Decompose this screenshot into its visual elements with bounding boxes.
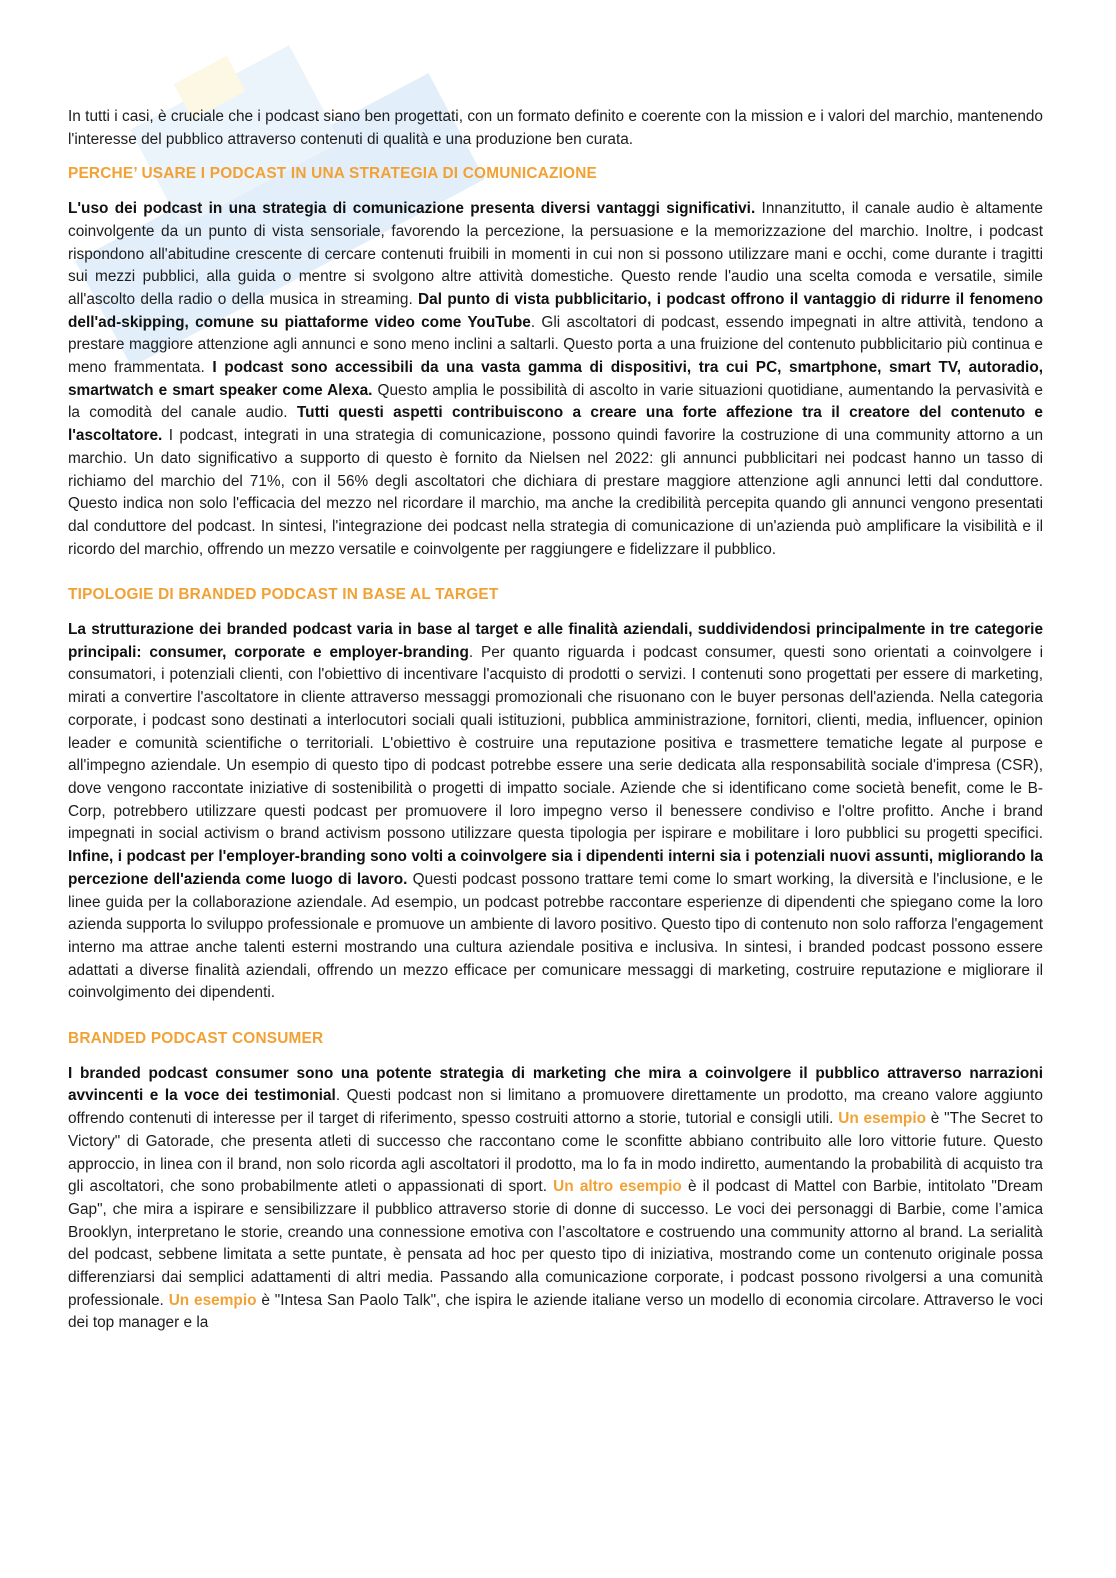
bold-text: L'uso dei podcast in una strategia di comunicazione presenta diversi vantaggi significativi.: [68, 200, 756, 218]
intro-paragraph: In tutti i casi, è cruciale che i podcast siano ben progettati, con un formato definito e coerente con la mission e i valori del marchio, mantenendo l'interesse del pubblico attraverso contenuti di qualità e una produzione ben curata.: [68, 108, 1043, 148]
highlight-text: Un esempio: [838, 1110, 926, 1128]
body-text: è il podcast di Mattel con Barbie, intitolato "Dream Gap", che mira a ispirare e sensibilizzare il pubblico attraverso storie di donne di successo. Le voci dei personaggi di Barbie, come l’amica Brooklyn, interpretano le storie, creando una connessione emotiva con l’ascoltatore e costruendo una community attorno al brand. La serialità del podcast, sebbene limitata a sette puntate, è pensata ad hoc per questo tipo di iniziativa, mostrando come un contenuto originale possa differenziarsi dai semplici adattamenti di altri media. Passando alla comunicazione corporate, i podcast possono rivolgersi a una comunità professionale.: [68, 1178, 1043, 1309]
highlight-text: Un esempio: [168, 1291, 257, 1309]
bold-text: Tutti questi aspetti contribuiscono a creare una forte affezione tra il creatore del contenuto e l'ascoltatore.: [68, 404, 1043, 445]
body-text: è "Intesa San Paolo Talk", che ispira le aziende italiane verso un modello di economia circolare. Attraverso le voci dei top manager e la: [68, 1291, 1044, 1332]
section-heading-tipologie: TIPOLOGIE DI BRANDED PODCAST IN BASE AL TARGET: [68, 586, 499, 604]
bold-text: La strutturazione dei branded podcast varia in base al target e alle finalità aziendali, suddividendosi principalmente in tre categorie principali: consumer, corporate e employer-branding: [68, 621, 1043, 661]
body-text: . Gli ascoltatori di podcast, essendo impegnati in altre attività, tendono a prestare maggiore attenzione agli annunci e sono meno inclini a saltarli. Questo porta a una fruizione del contenuto pubblicitario più continua e meno frammentata.: [68, 313, 1044, 377]
bold-text: I podcast sono accessibili da una vasta gamma di dispositivi, tra cui PC, smartphone, smart TV, autoradio, smartwatch e smart speaker come Alexa.: [68, 359, 1043, 399]
highlight-text: Un altro esempio: [553, 1178, 682, 1196]
section-paragraph-perche-usare: [68, 198, 1043, 561]
section-paragraph-consumer: [68, 1063, 1043, 1335]
body-text: . Questi podcast non si limitano a promuovere direttamente un prodotto, ma creano valore aggiunto offrendo contenuti di interesse per il target di riferimento, spesso costruiti attorno a storie, tutorial e consigli utili.: [68, 1087, 1043, 1128]
body-text: Innanzitutto, il canale audio è altamente coinvolgente da un punto di vista sensoriale, favorendo la percezione, la persuasione e la memorizzazione del marchio. Inoltre, i podcast rispondono all'abitudine crescente di cercare contenuti fruibili in momenti in cui non si possono utilizzare mani e occhi, come durante i tragitti sui mezzi pubblici, alla guida o mentre si svolgono altre attività domestiche. Questo rende l'audio una scelta comoda e versatile, simile all'ascolto della radio o della musica in streaming.: [68, 200, 1043, 308]
section-heading-perche-usare: PERCHE’ USARE I PODCAST IN UNA STRATEGIA DI COMUNICAZIONE: [68, 165, 598, 183]
bold-text: Dal punto di vista pubblicitario, i podcast offrono il vantaggio di ridurre il fenomeno dell'ad-skipping, comune su piattaforme video come YouTube: [68, 290, 1043, 331]
section-paragraph-tipologie: [68, 619, 1043, 1005]
bold-text: Infine, i podcast per l'employer-branding sono volti a coinvolgere sia i dipendenti interni sia i potenziali nuovi assunti, migliorando la percezione dell'azienda come luogo di lavoro.: [68, 848, 1043, 888]
bold-text: I branded podcast consumer sono una potente strategia di marketing che mira a coinvolgere il pubblico attraverso narrazioni avvincenti e la voce dei testimonial: [68, 1064, 1043, 1105]
body-text: Questo amplia le possibilità di ascolto in varie situazioni quotidiane, aumentando la pervasività e la comodità del canale audio.: [68, 381, 1043, 422]
body-text: Questi podcast possono trattare temi come lo smart working, la diversità e l'inclusione, e le linee guida per la collaborazione aziendale. Ad esempio, un podcast potrebbe raccontare esperienze di dipendenti che spiegano come la loro azienda supporta lo sviluppo professionale e promuove un ambiente di lavoro positivo. Questo tipo di contenuto non solo rafforza l'engagement interno ma attrae anche talenti esterni mostrando una cultura aziendale positiva e inclusiva. In sintesi, i branded podcast possono essere adattati a diverse finalità aziendali, offrendo un mezzo efficace per comunicare messaggi di marketing, costruire reputazione e migliorare il coinvolgimento dei dipendenti.: [68, 870, 1043, 1002]
document-page: [68, 106, 1043, 1335]
section-heading-consumer: BRANDED PODCAST CONSUMER: [68, 1030, 324, 1048]
body-text: I podcast, integrati in una strategia di comunicazione, possono quindi favorire la costruzione di una community attorno a un marchio. Un dato significativo a supporto di questo è fornito da Nielsen nel 2022: gli annunci pubblicitari nei podcast hanno un tasso di richiamo del marchio del 71%, con il 56% degli ascoltatori che dichiara di prestare maggiore attenzione agli annunci letti dal conduttore. Questo indica non solo l'efficacia del mezzo nel ricordare il marchio, ma anche la credibilità percepita quando gli annunci vengono presentati dal conduttore del podcast. In sintesi, l'integrazione dei podcast nella strategia di comunicazione di un'azienda può amplificare la visibilità e il ricordo del marchio, offrendo un mezzo versatile e coinvolgente per raggiungere e fidelizzare il pubblico.: [68, 427, 1043, 558]
body-text: . Per quanto riguarda i podcast consumer, questi sono orientati a coinvolgere i consumatori, i potenziali clienti, con l'obiettivo di incentivare l'acquisto di prodotti o servizi. I contenuti sono progettati per essere di marketing, mirati a convertire l'ascoltatore in cliente attraverso messaggi promozionali che risuonano con le buyer personas dell'azienda. Nella categoria corporate, i podcast sono destinati a interlocutori sociali quali istituzioni, pubblica amministrazione, fornitori, clienti, media, influencer, opinion leader e comunità scientifiche o territoriali. L'obiettivo è costruire una reputazione positiva e trasmettere tematiche legate al purpose e all'impegno aziendale. Un esempio di questo tipo di podcast potrebbe essere una serie dedicata alla responsabilità sociale d'impresa (CSR), dove vengono raccontate iniziative di sostenibilità o progetti di impatto sociale. Aziende che si identificano come società benefit, come le B-Corp, potrebbero utilizzare questi podcast per promuovere il loro impegno verso il benessere condiviso e l'oltre profitto. Anche i brand impegnati in social activism o brand activism possono utilizzare questa tipologia per ispirare e mobilitare i loro pubblici su progetti specifici.: [68, 643, 1044, 843]
body-text: è "The Secret to Victory" di Gatorade, che presenta atleti di successo che raccontano come le sconfitte abbiano contribuito alle loro vittorie future. Questo approccio, in linea con il brand, non solo ricorda agli ascoltatori il prodotto, ma lo fa in modo indiretto, aumentando la probabilità di acquisto tra gli ascoltatori, che sono probabilmente atleti o appassionati di sport.: [68, 1110, 1044, 1196]
